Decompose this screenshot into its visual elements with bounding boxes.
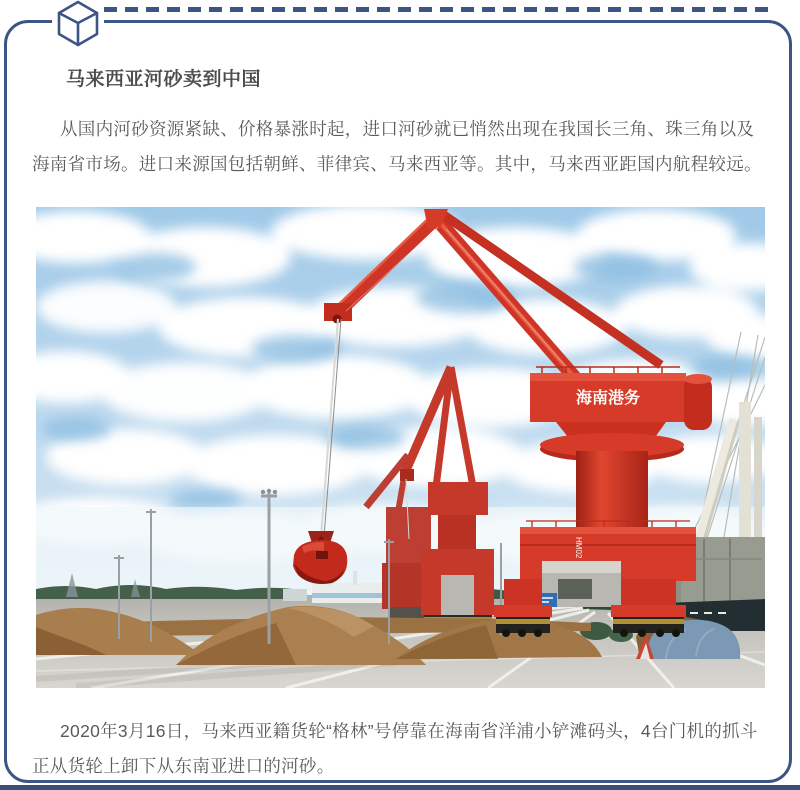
article-paragraph: 从国内河砂资源紧缺、价格暴涨时起，进口河砂就已悄然出现在我国长三角、珠三角以及海南省市场。进口来源国包括朝鲜、菲律宾、马来西亚等。其中，马来西亚距国内航程较远。 (32, 118, 762, 174)
crane-unit-code: HM02 (574, 537, 583, 559)
cube-icon (52, 0, 104, 47)
article-title: 马来西亚河砂卖到中国 (66, 68, 262, 90)
article-photo (36, 207, 765, 688)
cube-wireframe-icon (55, 0, 101, 47)
top-dashed-divider (104, 7, 772, 12)
photo-caption: 2020年3月16日，马来西亚籍货轮“格林”号停靠在海南省洋浦小铲滩码头，4台门机的抓斗正从货轮上卸下从东南亚进口的河砂。 (32, 720, 758, 776)
port-crane-photo-illustration (36, 207, 765, 688)
crane-brand-text: 海南港务 (575, 390, 641, 407)
bottom-divider-bar (0, 785, 800, 790)
